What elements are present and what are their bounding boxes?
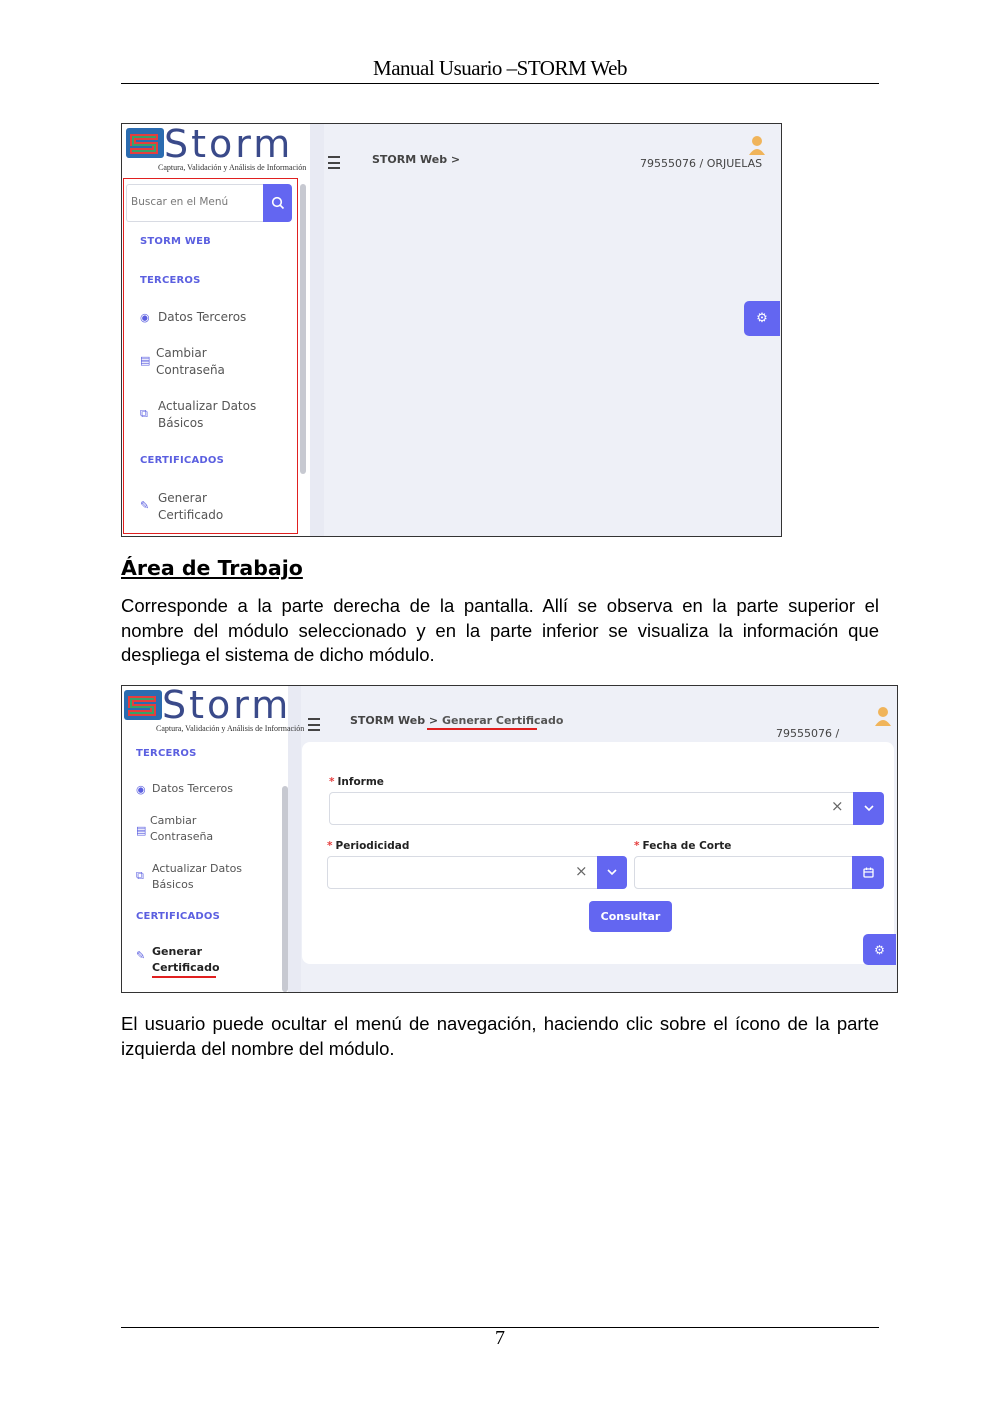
avatar[interactable] xyxy=(748,135,766,155)
user-circle-icon: ◉ xyxy=(136,783,146,796)
breadcrumb-underline xyxy=(427,728,537,730)
clear-periodicidad-icon[interactable]: × xyxy=(575,862,588,880)
screenshot-work-area xyxy=(121,685,898,993)
hamburger-menu-icon[interactable] xyxy=(308,718,320,731)
informe-dropdown-button[interactable] xyxy=(853,792,884,825)
sidebar-scrollbar[interactable] xyxy=(300,184,306,474)
informe-label: * Informe xyxy=(329,776,384,788)
clear-informe-icon[interactable]: × xyxy=(831,797,844,815)
lock-icon: ▤ xyxy=(136,824,147,837)
header-rule xyxy=(121,83,879,84)
menu-item-basicos[interactable]: Básicos xyxy=(152,878,194,891)
menu-item-contrasena[interactable]: Contraseña xyxy=(156,363,225,377)
gear-icon: ⚙ xyxy=(874,942,885,957)
sidebar-gutter xyxy=(310,124,324,536)
calendar-button[interactable] xyxy=(852,856,884,889)
logo-subtitle: Captura, Validación y Análisis de Información xyxy=(158,163,307,172)
copy-icon: ⧉ xyxy=(136,869,144,882)
menu-section-certificados[interactable]: CERTIFICADOS xyxy=(140,455,224,466)
settings-gear-button[interactable] xyxy=(863,934,896,965)
fecha-label: * Fecha de Corte xyxy=(634,840,732,852)
menu-item-certificado[interactable]: Certificado xyxy=(152,961,220,974)
search-placeholder: Buscar en el Menú xyxy=(131,196,229,208)
menu-item-datos-terceros[interactable]: Datos Terceros xyxy=(158,310,247,324)
menu-search-input[interactable] xyxy=(126,184,264,222)
breadcrumb[interactable]: STORM Web > xyxy=(372,153,461,166)
breadcrumb[interactable] xyxy=(350,714,563,727)
fecha-corte-input[interactable] xyxy=(634,856,854,889)
menu-item-actualizar[interactable]: Actualizar Datos xyxy=(152,862,243,875)
gear-icon: ⚙ xyxy=(756,311,768,326)
breadcrumb-current: Generar Certificado xyxy=(442,714,564,727)
edit-icon: ✎ xyxy=(140,499,150,512)
chevron-down-icon xyxy=(607,869,617,876)
periodicidad-label: * Periodicidad xyxy=(327,840,410,852)
page-header: Manual Usuario –STORM Web xyxy=(373,56,627,80)
active-item-underline xyxy=(152,976,216,978)
calendar-icon xyxy=(863,867,874,878)
user-id-label: 79555076 / xyxy=(776,727,840,740)
user-circle-icon: ◉ xyxy=(140,311,150,324)
informe-select[interactable] xyxy=(329,792,855,825)
menu-item-basicos[interactable]: Básicos xyxy=(158,416,204,430)
screenshot-menu xyxy=(121,123,782,537)
logo-wordmark: Storm xyxy=(164,123,294,166)
logo-subtitle: Captura, Validación y Análisis de Información xyxy=(156,724,305,733)
menu-item-certificado[interactable]: Certificado xyxy=(158,508,224,522)
menu-item-generar[interactable]: Generar xyxy=(158,491,207,505)
breadcrumb-root[interactable]: STORM Web > xyxy=(350,714,439,727)
menu-section-terceros[interactable]: TERCEROS xyxy=(140,275,201,286)
hamburger-menu-icon[interactable] xyxy=(328,156,340,169)
settings-gear-button[interactable] xyxy=(744,301,780,336)
menu-section-terceros[interactable]: TERCEROS xyxy=(136,748,197,759)
storm-logo-icon xyxy=(126,128,164,158)
lock-icon: ▤ xyxy=(140,354,151,367)
copy-icon: ⧉ xyxy=(140,407,148,420)
menu-item-cambiar[interactable]: Cambiar xyxy=(156,346,207,360)
periodicidad-dropdown-button[interactable] xyxy=(597,856,627,889)
logo-wordmark: Storm xyxy=(162,685,292,727)
consultar-button[interactable]: Consultar xyxy=(589,901,672,932)
menu-item-actualizar[interactable]: Actualizar Datos xyxy=(158,399,257,413)
menu-item-generar[interactable]: Generar xyxy=(152,945,203,958)
menu-item-datos-terceros[interactable]: Datos Terceros xyxy=(152,782,233,795)
periodicidad-select[interactable] xyxy=(327,856,599,889)
sidebar-scrollbar[interactable] xyxy=(282,786,288,992)
closing-paragraph: El usuario puede ocultar el menú de navegación, haciendo clic sobre el ícono de la parte izquierda del nombre del módulo. xyxy=(121,1013,879,1059)
edit-icon: ✎ xyxy=(136,949,146,962)
avatar[interactable] xyxy=(874,706,892,726)
user-id-label: 79555076 / ORJUELAS xyxy=(640,157,763,170)
menu-section-storm-web[interactable]: STORM WEB xyxy=(140,236,211,247)
section-paragraph: Corresponde a la parte derecha de la pantalla. Allí se observa en la parte superior el nombre del módulo seleccionado y en la parte inferior se visualiza la información que despliega el sistema de dicho módulo. xyxy=(121,595,879,665)
page-number: 7 xyxy=(495,1327,505,1349)
search-icon xyxy=(271,196,285,210)
menu-item-cambiar[interactable]: Cambiar xyxy=(150,814,197,827)
menu-item-contrasena[interactable]: Contraseña xyxy=(150,830,214,843)
menu-section-certificados[interactable]: CERTIFICADOS xyxy=(136,911,220,922)
chevron-down-icon xyxy=(864,805,874,812)
section-heading: Área de Trabajo xyxy=(121,556,303,580)
search-button[interactable] xyxy=(263,184,292,222)
storm-logo-icon xyxy=(124,690,162,720)
